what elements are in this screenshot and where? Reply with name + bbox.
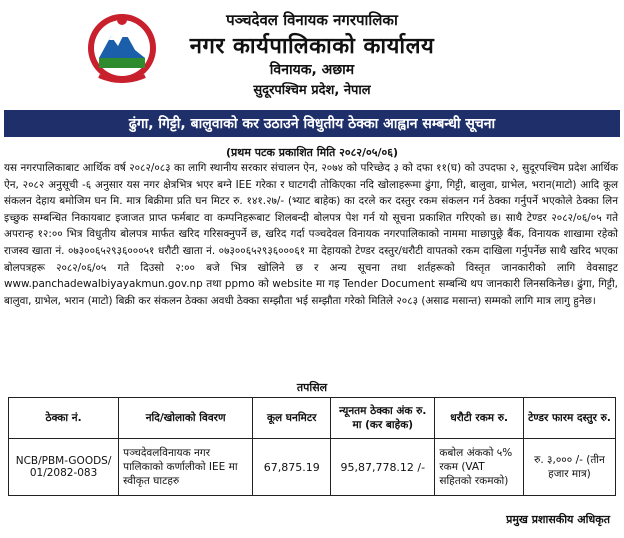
signature-title: प्रमुख प्रशासकीय अधिकृत	[506, 513, 610, 526]
cell-deposit: कबोल अंकको ५% रकम (VAT सहितको रकमको)	[435, 439, 524, 496]
header-volume: कूल घनमिटर	[253, 398, 331, 439]
header-description: नदि/खोलाको विवरण	[119, 398, 253, 439]
notice-body: यस नगरपालिकाबाट आर्थिक वर्ष २०८२/०८३ का लागि स्थानीय सरकार संचालन ऐन, २०७४ को परिच्छेद ३ को दफा ११(घ) को उपदफा २, सुदूरपश्चिम प्रदेश आर्थिक ऐन, २०८२ अनुसूची -६ अनुसार यस नगर क्षेत्रभित्र भएर बग्ने IEE गरेका र घाटगदी तोकिएका नदि खोलाहरूमा ढुंगा, गिट्टी, बालुवा, ग्राभेल, भरान(माटो) आदि कूल संकलन देहाय बमोजिम घन मि. मात्र बिक्रीमा प्रति घन मिटर रु. १४१.२७/- (भ्याट बाहेक) का दरले कर दस्तुर रकम संकलन गर्न ठेक्का गर्नुपर्ने भएकोले ठेक्का लिन इच्छुक सम्बन्धित निकायबाट इजाजत प्राप्त फर्मबाट वा कम्पनिहरूबाट शिलबन्दी बोलपत्र पेश गर्न यो सूचना प्रकाशित गरिएको छ। साथै टेण्डर २०८२/०६/०५ गते अपरान्ह १२:०० भित्र विधुतीय बोलपत्र मार्फत खरिद गरिसक्नुपर्ने छ, खरिद गर्दा पञ्चदेवल विनायक नगरपालिकाको नाममा माछापुछ्रे बैंक, विनायक शाखामा रहेको राजस्व खाता नं. ०७३००६५२९३६०००५१ धरौटी खाता नं. ०७३००६५२९३६०००६१ मा देहायको टेण्डर दस्तुर/धरौटी वापतको रकम दाखिला गर्नुपर्नेछ साथै खरिद भएका बोलपत्रहरू २०८२/०६/०५ गते दिउसो २:०० बजे भित्र खोलिने छ र अन्य सूचना तथा शर्तहरूको विस्तृत जानकारीको लागि वेवसाइट www.panchadewalbiyayakmun.gov.np तथा ppmo को website मा गइ Tender Document सम्बन्धि थप जानकारी लिनसकिनेछ। ढुंगा, गिट्टी, बालुवा, ग्राभेल, भरान (माटो) बिक्री कर संकलन ठेक्का अवधी ठेक्का सम्झौता भई सम्झौता गरेको मितिले २०८३ (असाढ मसान्त) सम्मको लागि मात्र लागु हुनेछ।	[4, 162, 618, 307]
notice-title-banner: ढुंगा, गिट्टी, बालुवाको कर उठाउने विधुतीय ठेक्का आह्वान सम्बन्धी सूचना	[4, 110, 620, 137]
details-table	[8, 397, 616, 496]
publication-date: (प्रथम पटक प्रकाशित मिति २०८२/०५/०६)	[226, 146, 398, 159]
province-name: सुदूरपश्चिम प्रदेश, नेपाल	[253, 83, 371, 98]
table-title: तपसिल	[296, 381, 328, 394]
header-min-amount: न्यूनतम ठेक्का अंक रु. मा (कर बाहेक)	[331, 398, 435, 439]
cell-min-amount: 95,87,778.12 /-	[331, 439, 435, 496]
cell-description: पञ्चदेवलविनायक नगर पालिकाको कर्णालीको IEE मा स्वीकृत घाटहरु	[119, 439, 253, 496]
cell-contract-no: NCB/PBM-GOODS/ 01/2082-083	[9, 439, 119, 496]
table-header-row	[9, 398, 616, 439]
office-name: नगर कार्यपालिकाको कार्यालय	[189, 34, 435, 59]
header-contract-no: ठेक्का नं.	[9, 398, 119, 439]
table-row	[9, 439, 616, 496]
municipality-name: पञ्चदेवल विनायक नगरपालिका	[226, 11, 398, 29]
header-deposit: धरौटी रकम रु.	[435, 398, 524, 439]
cell-volume: 67,875.19	[253, 439, 331, 496]
header-fee: टेण्डर फारम दस्तुर रु.	[523, 398, 615, 439]
office-location: विनायक, अछाम	[269, 62, 355, 78]
cell-fee: रु. ३,००० /- (तीन हजार मात्र)	[523, 439, 615, 496]
